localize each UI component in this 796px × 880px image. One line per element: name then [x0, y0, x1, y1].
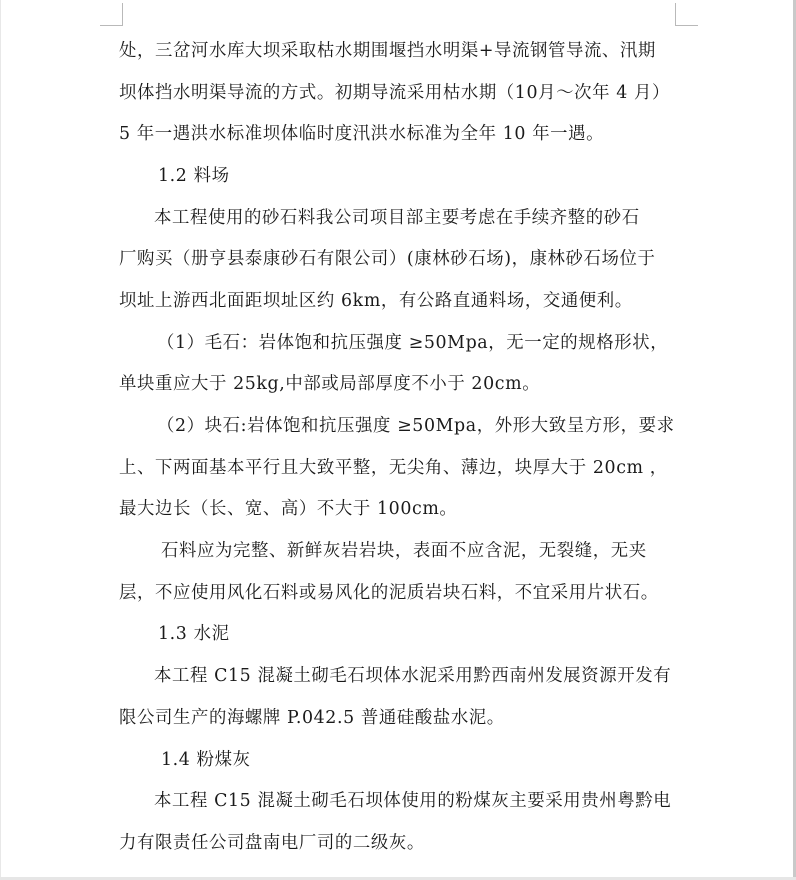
- section-heading-cement: 1.3 水泥: [158, 624, 230, 645]
- margin-corner-mark-top-right: [675, 3, 698, 26]
- paragraph-line: （1）毛石：岩体饱和抗压强度 ≥50Mpa，无一定的规格形状，: [157, 332, 669, 353]
- paragraph-line: 上、下两面基本平行且大致平整，无尖角、薄边，块厚大于 20cm ，: [119, 457, 668, 478]
- paragraph-line: 最大边长（长、宽、高）不大于 100cm。: [119, 499, 458, 520]
- paragraph-line: 厂购买（册亨县泰康砂石有限公司）(康林砂石场)，康林砂石场位于: [119, 249, 656, 270]
- document-page[interactable]: [1, 0, 793, 877]
- section-heading-fly-ash: 1.4 粉煤灰: [161, 749, 251, 770]
- margin-corner-mark-top-left: [100, 3, 123, 26]
- paragraph-line: 力有限责任公司盘南电厂司的二级灰。: [119, 832, 425, 853]
- paragraph-line: 5 年一遇洪水标准坝体临时度汛洪水标准为全年 10 年一遇。: [119, 124, 605, 145]
- paragraph-line: 本工程 C15 混凝土砌毛石坝体使用的粉煤灰主要采用贵州粤黔电: [154, 791, 672, 812]
- paragraph-line: 本工程 C15 混凝土砌毛石坝体水泥采用黔西南州发展资源开发有: [154, 666, 672, 687]
- paragraph-line: 坝体挡水明渠导流的方式。初期导流采用枯水期（10月～次年 4 月）: [119, 82, 670, 103]
- paragraph-line: 本工程使用的砂石料我公司项目部主要考虑在手续齐整的砂石: [154, 207, 640, 228]
- paragraph-line: 处，三岔河水库大坝采取枯水期围堰挡水明渠+导流钢管导流、汛期: [119, 40, 656, 61]
- paragraph-line: 坝址上游西北面距坝址区约 6km，有公路直通料场，交通便利。: [119, 290, 633, 311]
- document-body[interactable]: [119, 30, 679, 864]
- paragraph-line: （2）块石:岩体饱和抗压强度 ≥50Mpa，外形大致呈方形，要求: [157, 416, 675, 437]
- section-heading-quarry: 1.2 料场: [158, 165, 230, 186]
- paragraph-line: 限公司生产的海螺牌 P.042.5 普通硅酸盐水泥。: [119, 707, 505, 728]
- paragraph-line: 单块重应大于 25kg,中部或局部厚度不小于 20cm。: [119, 374, 541, 395]
- paragraph-line: 层，不应使用风化石料或易风化的泥质岩块石料，不宜采用片状石。: [119, 582, 659, 603]
- paragraph-line: 石料应为完整、新鲜灰岩岩块，表面不应含泥，无裂缝，无夹: [161, 541, 647, 562]
- page-edge-left: [0, 0, 1, 877]
